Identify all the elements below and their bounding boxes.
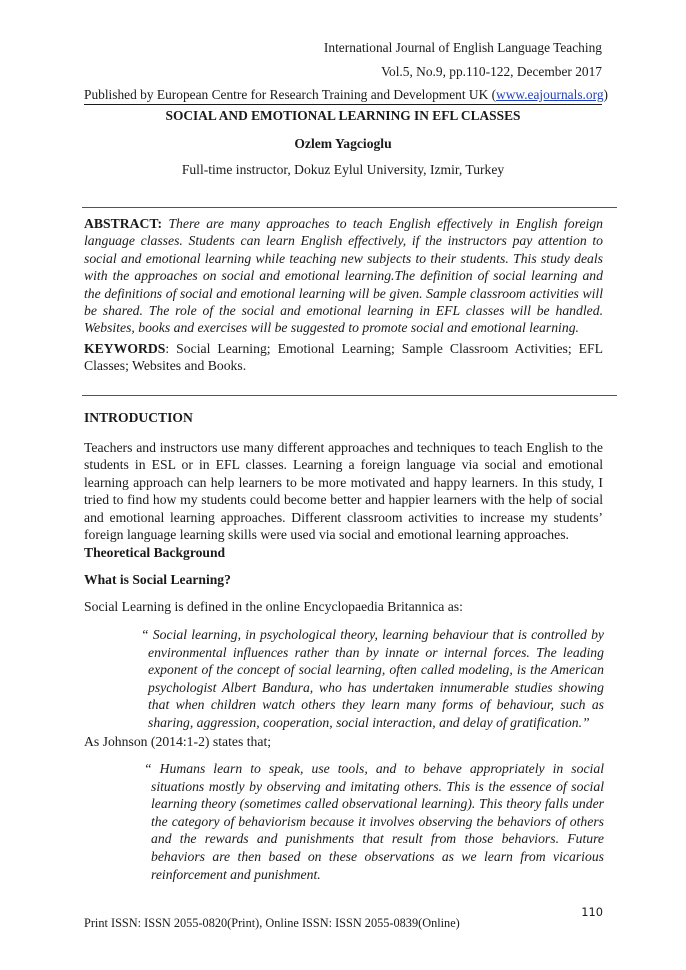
johnson-quote: “ Humans learn to speak, use tools, and to behave appropriately in social situations mostly by observing and imitating others. This is the essence of social learning theory (sometimes called observational learning). This theory falls under the category of behaviorism because it involves observing the behaviors of others and the rewards and punishments that result from those behaviors. Future behaviors are then based on these observations as we learn from vicarious reinforcement and punishment. — [144, 761, 604, 882]
volume-info: Vol.5, No.9, pp.110-122, December 2017 — [381, 64, 602, 79]
journal-name: International Journal of English Language Teaching — [323, 40, 602, 55]
abstract-label: ABSTRACT: — [84, 216, 163, 231]
abstract-bottom-rule — [82, 395, 617, 396]
issn-footer: Print ISSN: ISSN 2055-0820(Print), Online ISSN: ISSN 2055-0839(Online) — [84, 916, 460, 930]
britannica-quote: “ Social learning, in psychological theory, learning behaviour that is controlled by environmental influences rather than by innate or internal forces. The leading exponent of the concept of social learning, often called modeling, is the American psychologist Albert Bandura, who has undertaken innumerable studies showing that when children watch others they learn many forms of behaviour, such as sharing, aggression, cooperation, social interaction, and delay of gratification.” — [141, 627, 604, 730]
keywords — [84, 340, 603, 375]
author-name: Ozlem Yagcioglu — [294, 136, 392, 151]
social-learning-heading: What is Social Learning? — [84, 572, 231, 587]
article-title: SOCIAL AND EMOTIONAL LEARNING IN EFL CLASSES — [165, 108, 521, 123]
abstract-top-rule — [82, 207, 617, 208]
britannica-intro: Social Learning is defined in the online Encyclopaedia Britannica as: — [84, 599, 463, 614]
abstract-text: There are many approaches to teach English effectively in English foreign language classes. Students can learn English effectively, if the instructors pay attention to social and emotional learning while teaching new subjects to their students. This study deals with the approaches on social and emotional learning.The definition of social learning and the definitions of social and emotional learning will be given. Sample classroom activities will be shared. The role of the social and emotional learning in EFL classes will be handled. Websites, books and exercises will be suggested to promote social and emotional learning. — [84, 216, 604, 336]
publisher-suffix: ) — [603, 87, 608, 102]
journal-website-link[interactable]: www.eajournals.org — [496, 87, 604, 102]
keywords-label: KEYWORDS — [84, 341, 166, 356]
introduction-paragraph: Teachers and instructors use many different approaches and techniques to teach English to the students in ESL or in EFL classes. Learning a foreign language via social and emotional learning approach can help learners to be more motivated and happy learners. In this study, I tried to find how my students could become better and happier learners with the help of social and emotional learning approaches. Different classroom activities to increase my students’ foreign language learning skills were used via social and emotional learning approaches. — [84, 440, 603, 543]
page-number: 110 — [581, 905, 603, 919]
theoretical-background-heading: Theoretical Background — [84, 545, 226, 560]
keywords-text: : Social Learning; Emotional Learning; Sample Classroom Activities; EFL Classes; Websites and Books. — [84, 341, 603, 374]
johnson-intro: As Johnson (2014:1-2) states that; — [84, 734, 272, 749]
publisher-line — [84, 87, 608, 105]
introduction-heading: INTRODUCTION — [84, 410, 193, 425]
publisher-text: Published by European Centre for Research Training and Development UK ( — [84, 87, 497, 102]
author-affiliation: Full-time instructor, Dokuz Eylul University, Izmir, Turkey — [181, 162, 505, 177]
abstract — [84, 215, 603, 337]
